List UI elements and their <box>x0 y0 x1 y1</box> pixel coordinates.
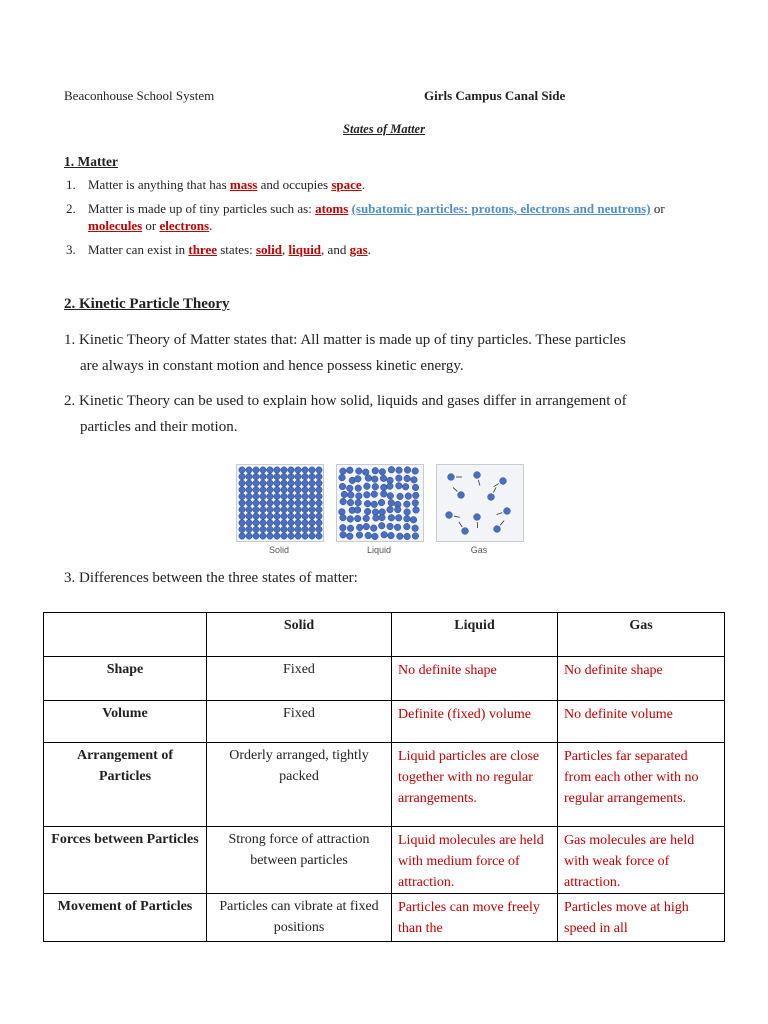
particle <box>239 533 245 539</box>
particle <box>309 487 315 493</box>
particle <box>239 487 245 493</box>
particle <box>354 507 361 514</box>
particle <box>239 513 245 519</box>
solid-diagram <box>236 464 324 542</box>
particle <box>246 520 252 526</box>
particle <box>274 493 280 499</box>
particle <box>365 532 372 539</box>
table-row: Volume Fixed Definite (fixed) volume No definite volume <box>44 701 725 743</box>
particle <box>316 480 322 486</box>
particle <box>341 491 348 498</box>
column-header-liquid: Liquid <box>392 613 558 657</box>
particle <box>274 473 280 479</box>
particle <box>260 506 266 512</box>
particle <box>405 493 412 500</box>
particle <box>274 480 280 486</box>
motion-arrow <box>493 487 496 492</box>
keyword-three: three <box>188 242 217 257</box>
particle <box>387 483 394 490</box>
particle <box>288 487 294 493</box>
particle <box>246 480 252 486</box>
particle <box>372 467 379 474</box>
particle <box>371 476 378 483</box>
keyword-mass: mass <box>229 177 258 192</box>
particle <box>246 513 252 519</box>
particle <box>281 493 287 499</box>
particle <box>295 513 301 519</box>
particle <box>404 467 411 474</box>
particle <box>274 467 280 473</box>
particle <box>316 513 322 519</box>
particle <box>362 469 369 476</box>
particle <box>239 473 245 479</box>
table-header-row <box>44 613 725 657</box>
motion-arrow <box>478 480 480 486</box>
particle <box>295 526 301 532</box>
particle <box>267 500 273 506</box>
particle <box>267 526 273 532</box>
particle <box>412 525 419 532</box>
particle <box>295 487 301 493</box>
particle <box>246 473 252 479</box>
particle <box>396 475 403 482</box>
particle <box>347 533 354 540</box>
particle <box>267 506 273 512</box>
particle <box>356 468 363 475</box>
particle <box>253 500 259 506</box>
particle <box>274 487 280 493</box>
particle <box>356 532 363 539</box>
particle <box>288 533 294 539</box>
particle <box>267 533 273 539</box>
states-figure <box>236 464 522 556</box>
particle <box>387 492 394 499</box>
particle <box>253 520 259 526</box>
particle <box>371 491 378 498</box>
keyword-liquid: liquid <box>288 242 322 257</box>
particle <box>356 493 363 500</box>
particle <box>340 514 347 521</box>
particle <box>267 467 273 473</box>
particle <box>302 513 308 519</box>
particle <box>494 526 501 533</box>
particle <box>281 526 287 532</box>
particle <box>364 483 371 490</box>
keyword-gas: gas <box>349 242 368 257</box>
particle <box>380 484 387 491</box>
motion-arrow <box>497 513 503 515</box>
particle <box>404 509 411 516</box>
particle <box>281 506 287 512</box>
particle <box>260 533 266 539</box>
particle <box>410 516 417 523</box>
subatomic-note: (subatomic particles: protons, electrons and neutrons) <box>351 201 651 216</box>
particle <box>488 494 495 501</box>
keyword-atoms: atoms <box>315 201 349 216</box>
table-row: Arrangement of Particles Orderly arranged, tightly packed Liquid particles are close together with no regular arrangements. Particles far separated from each other with no regular arrangements. <box>44 743 725 827</box>
particle <box>260 526 266 532</box>
comparison-table <box>43 612 725 942</box>
particle <box>260 513 266 519</box>
school-name: Beaconhouse School System <box>64 88 215 103</box>
particle <box>288 493 294 499</box>
particle <box>372 483 379 490</box>
particle <box>267 520 273 526</box>
particle <box>316 493 322 499</box>
particle <box>378 522 385 529</box>
particle <box>364 508 371 515</box>
particle <box>281 467 287 473</box>
particle <box>340 498 347 505</box>
particle <box>281 500 287 506</box>
particle <box>316 506 322 512</box>
particle <box>348 492 355 499</box>
motion-arrow <box>454 516 460 517</box>
particle <box>364 500 371 507</box>
particle <box>378 499 385 506</box>
particle <box>388 532 395 539</box>
particle <box>239 520 245 526</box>
particle <box>354 515 361 522</box>
particle <box>309 493 315 499</box>
particle <box>412 500 419 507</box>
particle <box>309 513 315 519</box>
particle <box>260 487 266 493</box>
particle <box>267 493 273 499</box>
particle <box>281 533 287 539</box>
gas-particles <box>437 465 523 541</box>
particle <box>309 533 315 539</box>
particle <box>339 509 346 516</box>
motion-arrow <box>494 484 499 487</box>
particle <box>395 515 402 522</box>
liquid-particles <box>337 465 423 541</box>
particle <box>347 499 354 506</box>
particle <box>381 531 388 538</box>
particle <box>260 520 266 526</box>
matter-list <box>64 176 704 265</box>
particle <box>260 493 266 499</box>
particle <box>388 500 395 507</box>
table-row: Shape Fixed No definite shape No definite shape <box>44 657 725 701</box>
particle <box>281 513 287 519</box>
particle <box>347 516 354 523</box>
particle <box>347 525 354 532</box>
particle <box>274 506 280 512</box>
particle <box>316 526 322 532</box>
particle <box>246 506 252 512</box>
particle <box>302 533 308 539</box>
particle <box>379 514 386 521</box>
particle <box>253 467 259 473</box>
particle <box>295 500 301 506</box>
particle <box>504 508 511 515</box>
particle <box>316 487 322 493</box>
particle <box>253 493 259 499</box>
particle <box>372 533 379 540</box>
particle <box>302 473 308 479</box>
particle <box>253 513 259 519</box>
particle <box>288 513 294 519</box>
particle <box>253 487 259 493</box>
keyword-electrons: electrons <box>159 218 210 233</box>
particle <box>394 524 401 531</box>
particle <box>288 473 294 479</box>
liquid-label: Liquid <box>366 545 392 555</box>
particle <box>373 515 380 522</box>
particle <box>404 475 411 482</box>
motion-arrow <box>459 522 462 527</box>
particle <box>302 467 308 473</box>
particle <box>347 467 354 474</box>
particle <box>396 467 403 474</box>
particle <box>260 500 266 506</box>
particle <box>260 480 266 486</box>
particle <box>316 467 322 473</box>
solid-particles <box>237 465 323 541</box>
paragraph-kinetic-use: 2. Kinetic Theory can be used to explain how solid, liquids and gases differ in arrangement of particles and their motion. <box>64 393 627 435</box>
particle <box>340 531 347 538</box>
particle <box>346 485 353 492</box>
particle <box>302 487 308 493</box>
particle <box>274 513 280 519</box>
particle <box>274 520 280 526</box>
particle <box>388 466 395 473</box>
particle <box>281 487 287 493</box>
solid-label: Solid <box>268 545 289 555</box>
particle <box>239 506 245 512</box>
particle <box>246 526 252 532</box>
particle <box>239 493 245 499</box>
particle <box>267 480 273 486</box>
campus-name: Girls Campus Canal Side <box>424 88 566 103</box>
particle <box>288 526 294 532</box>
particle <box>356 524 363 531</box>
particle <box>380 491 387 498</box>
particle <box>388 514 395 521</box>
particle <box>267 513 273 519</box>
particle <box>339 483 346 490</box>
particle <box>246 500 252 506</box>
motion-arrow <box>453 487 457 491</box>
list-item: 3. Matter can exist in three states: solid, liquid, and gas. <box>66 242 371 257</box>
particle <box>412 492 419 499</box>
gas-label: Gas <box>470 545 488 555</box>
particle <box>281 480 287 486</box>
particle <box>365 475 372 482</box>
keyword-space: space <box>331 177 362 192</box>
particle <box>309 480 315 486</box>
keyword-molecules: molecules <box>88 218 143 233</box>
particle <box>246 487 252 493</box>
particle <box>302 526 308 532</box>
particle <box>458 492 465 499</box>
table-row: Forces between Particles Strong force of attraction between particles Liquid molecules are held with medium force of attraction. Gas molecules are held with weak force of attraction. <box>44 827 725 894</box>
particle <box>402 483 409 490</box>
particle <box>412 533 419 540</box>
particle <box>404 501 411 508</box>
particle <box>379 469 386 476</box>
particle <box>404 523 411 530</box>
particle <box>309 473 315 479</box>
particle <box>267 473 273 479</box>
particle <box>295 533 301 539</box>
particle <box>397 533 404 540</box>
list-item: 1. Matter is anything that has mass and occupies space. <box>66 177 365 192</box>
particle <box>387 506 394 513</box>
particle <box>355 499 362 506</box>
particle <box>253 506 259 512</box>
particle <box>412 484 419 491</box>
particle <box>371 501 378 508</box>
particle <box>462 528 469 535</box>
particle <box>446 512 453 519</box>
particle <box>260 467 266 473</box>
particle <box>412 468 419 475</box>
motion-arrow <box>500 521 504 526</box>
particle <box>364 492 371 499</box>
particle <box>274 526 280 532</box>
particle <box>411 477 418 484</box>
particle <box>253 526 259 532</box>
particle <box>309 500 315 506</box>
particle <box>295 467 301 473</box>
particle <box>355 485 362 492</box>
particle <box>316 533 322 539</box>
particle <box>274 533 280 539</box>
particle <box>288 480 294 486</box>
page-title: States of Matter <box>343 122 425 136</box>
gas-diagram <box>436 464 524 542</box>
particle <box>239 526 245 532</box>
particle <box>246 467 252 473</box>
table-row: Movement of Particles Particles can vibrate at fixed positions Particles can move freely than the Particles move at high speed in all <box>44 894 725 942</box>
particle <box>413 507 420 514</box>
particle <box>274 500 280 506</box>
particle <box>404 533 411 540</box>
particle <box>316 500 322 506</box>
particle <box>239 480 245 486</box>
particle <box>295 473 301 479</box>
particle <box>363 515 370 522</box>
particle <box>260 473 266 479</box>
particle <box>316 520 322 526</box>
particle <box>370 525 377 532</box>
particle <box>340 468 347 475</box>
particle <box>295 506 301 512</box>
particle <box>309 467 315 473</box>
particle <box>246 493 252 499</box>
particle <box>302 493 308 499</box>
particle <box>396 482 403 489</box>
particle <box>239 467 245 473</box>
particle <box>309 506 315 512</box>
particle <box>253 480 259 486</box>
particle <box>288 506 294 512</box>
particle <box>316 473 322 479</box>
particle <box>355 476 362 483</box>
particle <box>302 506 308 512</box>
particle <box>474 472 481 479</box>
particle <box>281 520 287 526</box>
particle <box>339 474 346 481</box>
particle <box>302 500 308 506</box>
particle <box>253 533 259 539</box>
liquid-diagram <box>336 464 424 542</box>
column-header-solid: Solid <box>207 613 392 657</box>
particle <box>394 506 401 513</box>
particle <box>295 480 301 486</box>
particle <box>295 493 301 499</box>
particle <box>288 500 294 506</box>
particle <box>288 467 294 473</box>
column-header-gas: Gas <box>558 613 725 657</box>
paragraph-differences: 3. Differences between the three states of matter: <box>64 570 358 586</box>
particle <box>448 474 455 481</box>
particle <box>309 520 315 526</box>
section-heading-kinetic: 2. Kinetic Particle Theory <box>64 296 230 312</box>
keyword-solid: solid <box>256 242 283 257</box>
particle <box>363 523 370 530</box>
particle <box>387 523 394 530</box>
particle <box>281 473 287 479</box>
particle <box>246 533 252 539</box>
section-heading-matter: 1. Matter <box>64 154 118 169</box>
particle <box>404 515 411 522</box>
particle <box>302 480 308 486</box>
list-item: 2. Matter is made up of tiny particles such as: atoms (subatomic particles: protons, electrons and neutrons) or molecules or electrons. <box>66 201 665 233</box>
particle <box>295 520 301 526</box>
particle <box>288 520 294 526</box>
particle <box>397 493 404 500</box>
particle <box>267 487 273 493</box>
particle <box>302 520 308 526</box>
particle <box>500 478 507 485</box>
particle <box>309 526 315 532</box>
particle <box>380 475 387 482</box>
particle <box>239 500 245 506</box>
paragraph-kinetic-theory: 1. Kinetic Theory of Matter states that: All matter is made up of tiny particles. These particles are always in constant motion and hence possess kinetic energy. <box>64 332 626 374</box>
particle <box>340 524 347 531</box>
particle <box>474 514 481 521</box>
particle <box>253 473 259 479</box>
